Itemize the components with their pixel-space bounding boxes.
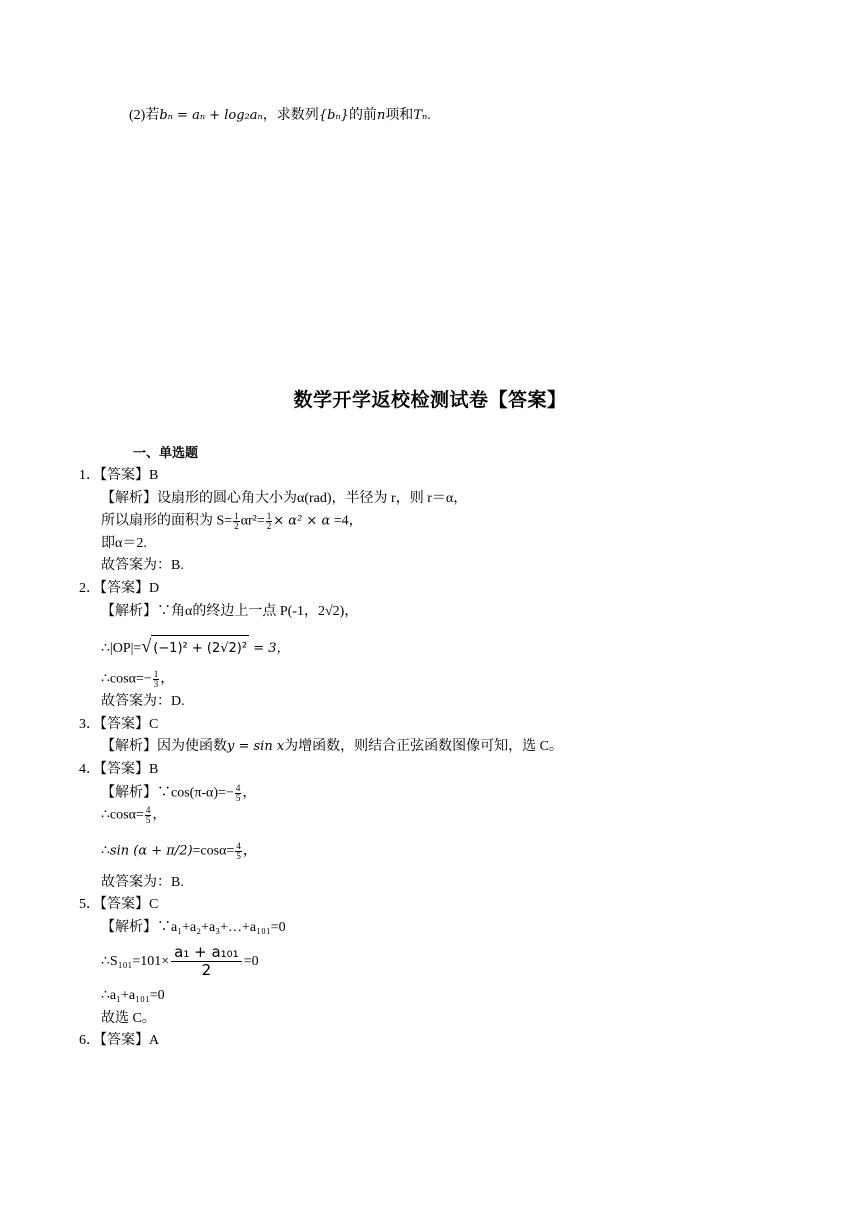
fraction: $\frac{1}{2}$	[266, 511, 272, 531]
item-5-analysis: 【解析】∵a₁+a₂+a₃+…+a₁₀₁=0	[101, 920, 286, 935]
q2-seq: {bₙ}	[318, 108, 349, 123]
item-2-answer: 2．【答案】D	[79, 581, 160, 596]
item-4-conclusion: 故答案为：B.	[101, 875, 184, 890]
q2-end: .	[427, 108, 431, 123]
item-1-conclusion: 故答案为：B.	[101, 558, 184, 573]
fraction: $\frac{4}{5}$	[236, 841, 241, 861]
item-1-area: 所以扇形的面积为 S= $\frac{1}{2}$ αr²= $\frac{1}{2}$ × α² × α =4，	[101, 511, 363, 531]
fraction: $\frac{1}{3}$	[153, 669, 159, 689]
item-4-answer: 4．【答案】B	[79, 762, 159, 777]
fraction: $\frac{1}{2}$	[234, 511, 239, 531]
q2-T: Tₙ	[413, 108, 428, 123]
item-1-answer: 1．【答案】B	[79, 468, 159, 483]
item-5-conclusion: 故选 C。	[101, 1011, 156, 1026]
q2-text: ，求数列	[262, 108, 319, 123]
item-6-answer: 6．【答案】A	[79, 1033, 160, 1048]
q2-prefix: (2)若	[129, 108, 160, 123]
section-heading: 一、单选题	[133, 446, 199, 461]
item-2-conclusion: 故答案为：D.	[101, 694, 185, 709]
item-1-analysis: 【解析】设扇形的圆心角大小为α(rad)，半径为 r，则 r＝α，	[101, 491, 468, 506]
q2-formula: bₙ = aₙ + log₂aₙ	[159, 108, 263, 123]
item-3-answer: 3．【答案】C	[79, 717, 159, 732]
item-5-line3: ∴a₁+a₁₀₁=0	[101, 988, 165, 1003]
fraction: $\frac{4}{5}$	[145, 805, 151, 825]
item-4-sin: ∴sin (α + π/2)=cosα= $\frac{4}{5}$ ，	[101, 841, 257, 861]
item-3-analysis: 【解析】因为使函数y = sin x为增函数，则结合正弦函数图像可知，选 C。	[101, 739, 564, 754]
item-4-analysis: 【解析】∵cos(π-α)=− $\frac{4}{5}$ ，	[101, 783, 257, 803]
item-5-sum: ∴S₁₀₁=101× $\frac{\text{a₁ + a₁₀₁}}{2}$ =0	[101, 943, 259, 980]
question-2	[129, 107, 431, 125]
sqrt-expression: (−1)² + (2√2)²	[151, 635, 249, 660]
q2-text2: 的前	[348, 108, 377, 123]
item-2-cos: ∴cosα=− $\frac{1}{3}$ ，	[101, 669, 175, 689]
item-5-answer: 5．【答案】C	[79, 897, 159, 912]
q2-text3: 项和	[385, 108, 414, 123]
fraction: $\frac{4}{5}$	[235, 783, 241, 803]
item-2-op: ∴|OP|=√ (−1)² + (2√2)² = 3，	[101, 635, 290, 660]
page-title: 数学开学返校检测试卷【答案】	[293, 389, 567, 411]
item-2-analysis: 【解析】∵角α的终边上一点 P(-1，2√2)，	[101, 604, 359, 619]
item-4-cos: ∴cosα= $\frac{4}{5}$ ，	[101, 805, 167, 825]
big-fraction: $\frac{\text{a₁ + a₁₀₁}}{2}$	[171, 944, 242, 979]
q2-n: n	[376, 108, 386, 123]
item-1-line3: 即α＝2.	[101, 536, 147, 551]
